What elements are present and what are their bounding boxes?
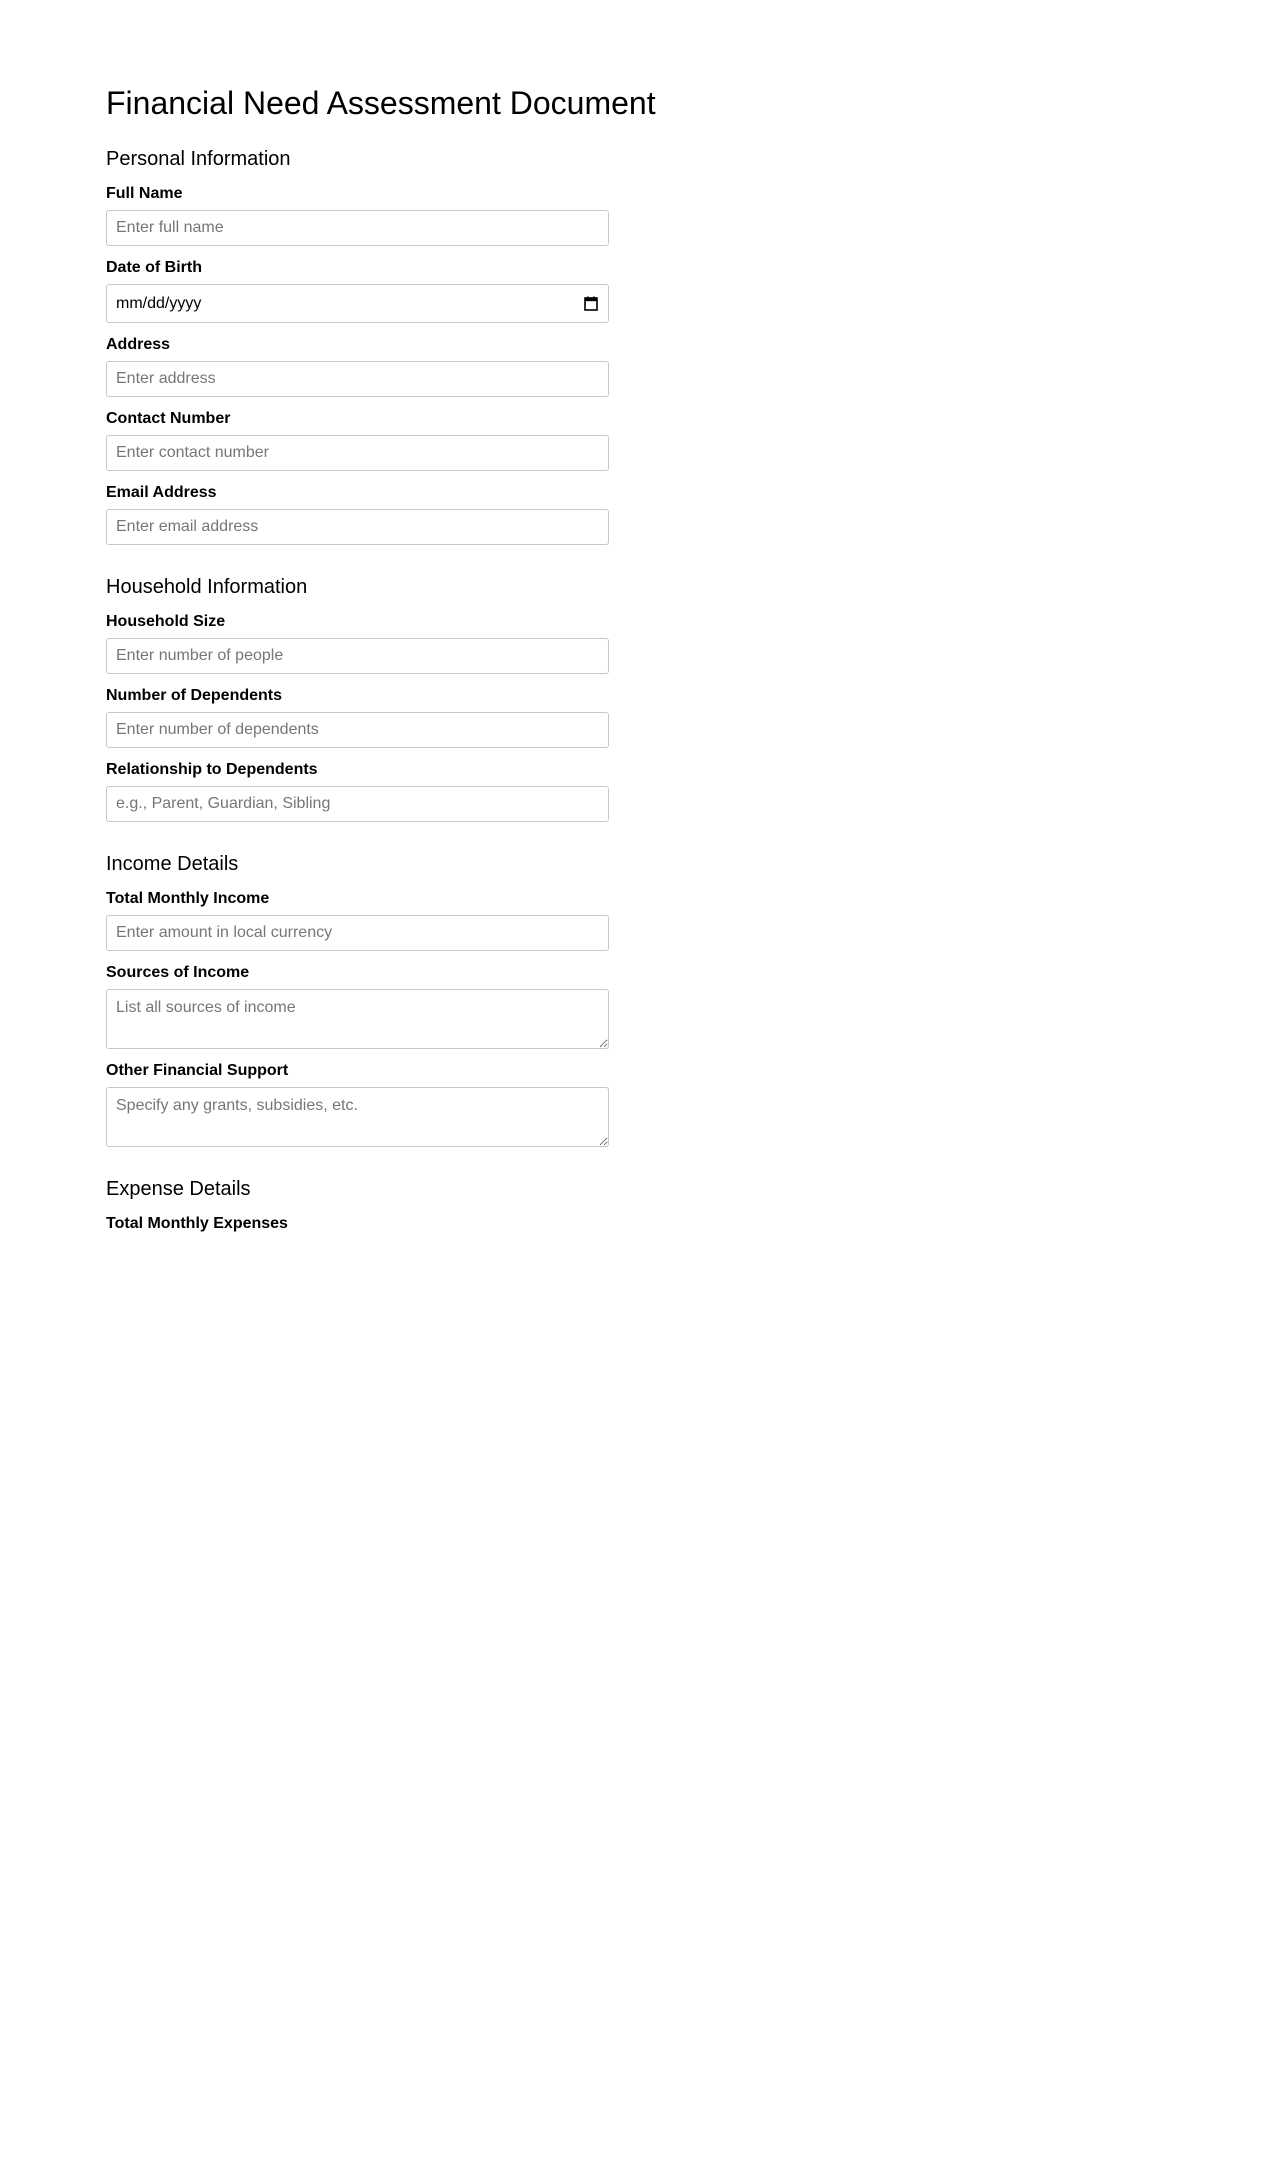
dob-field <box>106 258 1263 323</box>
dob-input[interactable] <box>106 284 609 323</box>
monthly-income-input[interactable] <box>106 915 609 951</box>
income-section-heading: Income Details <box>106 853 239 875</box>
dependents-field <box>106 686 1263 748</box>
monthly-expenses-label: Total Monthly Expenses <box>106 1215 288 1232</box>
monthly-income-field <box>106 889 1263 951</box>
relationship-field <box>106 760 1263 822</box>
personal-section <box>106 147 1263 545</box>
relationship-label: Relationship to Dependents <box>106 761 318 778</box>
calendar-icon[interactable] <box>583 295 599 313</box>
income-sources-textarea[interactable] <box>106 989 609 1049</box>
contact-field <box>106 409 1263 471</box>
email-input[interactable] <box>106 509 609 545</box>
email-label: Email Address <box>106 484 217 501</box>
dob-label: Date of Birth <box>106 259 202 276</box>
other-support-label: Other Financial Support <box>106 1062 289 1079</box>
address-field <box>106 335 1263 397</box>
address-input[interactable] <box>106 361 609 397</box>
personal-section-heading: Personal Information <box>106 148 291 170</box>
contact-input[interactable] <box>106 435 609 471</box>
dob-format-text: mm/dd/yyyy <box>116 294 202 312</box>
full-name-field <box>106 184 1263 246</box>
income-sources-field <box>106 963 1263 1049</box>
page-title: Financial Need Assessment Document <box>106 85 656 121</box>
full-name-label: Full Name <box>106 185 183 202</box>
monthly-income-label: Total Monthly Income <box>106 890 270 907</box>
income-section <box>106 852 1263 1147</box>
dependents-input[interactable] <box>106 712 609 748</box>
address-label: Address <box>106 336 171 353</box>
other-support-textarea[interactable] <box>106 1087 609 1147</box>
relationship-input[interactable] <box>106 786 609 822</box>
household-size-label: Household Size <box>106 613 226 630</box>
monthly-expenses-field <box>106 1214 1263 1234</box>
expense-section <box>106 1177 1263 1234</box>
contact-label: Contact Number <box>106 410 231 427</box>
household-size-input[interactable] <box>106 638 609 674</box>
expense-section-heading: Expense Details <box>106 1178 251 1200</box>
income-sources-label: Sources of Income <box>106 964 250 981</box>
household-size-field <box>106 612 1263 674</box>
dependents-label: Number of Dependents <box>106 687 283 704</box>
household-section-heading: Household Information <box>106 576 308 598</box>
email-field <box>106 483 1263 545</box>
household-section <box>106 575 1263 822</box>
other-support-field <box>106 1061 1263 1147</box>
full-name-input[interactable] <box>106 210 609 246</box>
